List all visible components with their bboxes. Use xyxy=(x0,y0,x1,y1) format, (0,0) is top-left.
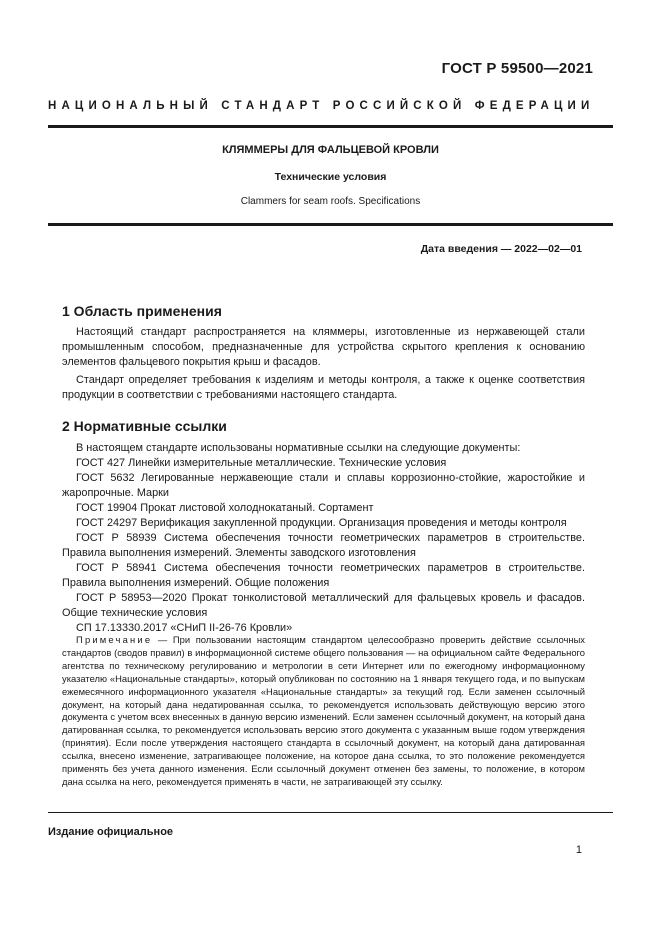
document-subtitle: Технические условия xyxy=(274,171,387,183)
section-1-heading: 1 Область применения xyxy=(62,303,222,319)
section-1-paragraph-2: Стандарт определяет требования к изделиям и методы контроля, а также к оценке соответствия продукции в соответствии с требованиями настоящего стандарта. xyxy=(62,374,585,401)
references-intro: В настоящем стандарте использованы нормативные ссылки на следующие документы: xyxy=(76,442,521,454)
national-standard-banner: НАЦИОНАЛЬНЫЙ СТАНДАРТ РОССИЙСКОЙ ФЕДЕРАЦИИ xyxy=(48,100,595,112)
reference-item: ГОСТ 19904 Прокат листовой холоднокатаный. Сортамент xyxy=(76,502,374,514)
section-1-paragraph-1: Настоящий стандарт распространяется на кляммеры, изготовленные из нержавеющей стали промышленным способом, предназначенные для устройства скрытого крепления к основанию элементов фальцевого покрытия крыш и фасадов. xyxy=(62,326,585,368)
reference-item: СП 17.13330.2017 «СНиП II-26-76 Кровли» xyxy=(76,622,293,634)
note-paragraph xyxy=(62,634,585,789)
footer-divider xyxy=(48,812,613,813)
page-number: 1 xyxy=(575,844,582,856)
reference-item: ГОСТ 5632 Легированные нержавеющие стали и сплавы коррозионно-стойкие, жаростойкие и жаропрочные. Марки xyxy=(62,472,585,499)
document-title: КЛЯММЕРЫ ДЛЯ ФАЛЬЦЕВОЙ КРОВЛИ xyxy=(222,144,439,156)
reference-item: ГОСТ 427 Линейки измерительные металлические. Технические условия xyxy=(76,457,447,469)
reference-item: ГОСТ Р 58953—2020 Прокат тонколистовой металлический для фальцевых кровель и фасадов. Общие технические условия xyxy=(62,592,585,619)
reference-item: ГОСТ 24297 Верификация закупленной продукции. Организация проведения и методы контроля xyxy=(76,517,567,529)
header-divider xyxy=(48,125,613,128)
note-text: — При пользовании настоящим стандартом целесообразно проверить действие ссылочных стандартов (сводов правил) в информационной системе общего пользования — на официальном сайте Федерального агентства по техническому регулированию и метрологии в сети Интернет или по ежегодному информационному указателю «Национальные стандарты», который опубликован по состоянию на 1 января текущего года, и по выпускам ежемесячного информационного указателя «Национальные стандарты» за текущий год. Если заменен ссылочный документ, на который дана недатированная ссылка, то рекомендуется использовать действующую версию этого документа с учетом всех внесенных в данную версию изменений. Если заменен ссылочный документ, на который дана датированная ссылка, то рекомендуется использовать версию этого документа с указанным выше годом утверждения (принятия). Если после утверждения настоящего стандарта в ссылочный документ, на который дана датированная ссылка, внесено изменение, затрагивающее положение, на которое дана ссылка, то это положение рекомендуется применять без учета данного изменения. Если ссылочный документ отменен без замены, то положение, в котором дана ссылка на него, рекомендуется применять в части, не затрагивающей эту ссылку. xyxy=(62,634,585,787)
title-divider xyxy=(48,223,613,226)
section-2-heading: 2 Нормативные ссылки xyxy=(62,418,227,434)
reference-item: ГОСТ Р 58941 Система обеспечения точности геометрических параметров в строительстве. Правила выполнения измерений. Общие положения xyxy=(62,562,585,589)
reference-item: ГОСТ Р 58939 Система обеспечения точности геометрических параметров в строительстве. Правила выполнения измерений. Элементы заводского изготовления xyxy=(62,532,585,559)
document-code: ГОСТ Р 59500—2021 xyxy=(441,60,593,77)
normative-references-list xyxy=(62,441,585,636)
note-label: Примечание xyxy=(76,634,153,645)
introduction-date: Дата введения — 2022—02—01 xyxy=(420,243,582,255)
official-publication-label: Издание официальное xyxy=(48,826,174,838)
english-title: Clammers for seam roofs. Specifications xyxy=(240,196,421,207)
